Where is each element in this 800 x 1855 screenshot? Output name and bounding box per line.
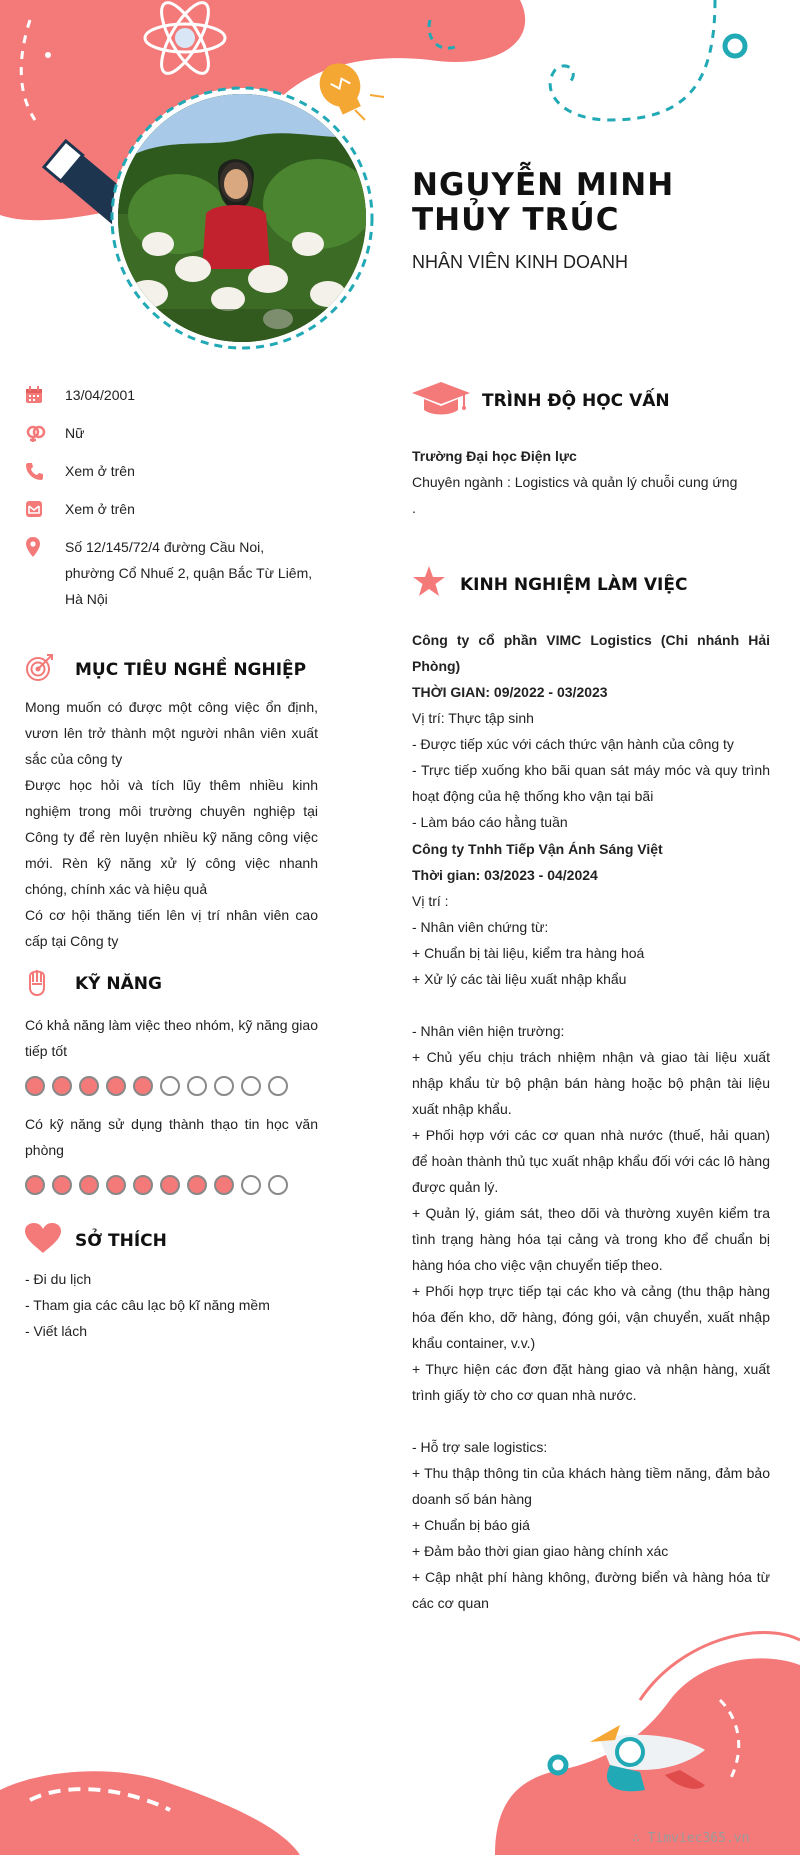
objective-line: Có cơ hội thăng tiến lên vị trí nhân viên cao cấp tại Công ty bbox=[25, 907, 318, 949]
rating-dot-filled bbox=[79, 1175, 99, 1195]
location-icon bbox=[25, 534, 65, 560]
avatar bbox=[118, 94, 366, 342]
contact-info bbox=[25, 382, 325, 624]
rating-dot-filled bbox=[187, 1175, 207, 1195]
job-line: + Xử lý các tài liệu xuất nhập khẩu bbox=[412, 971, 627, 987]
job-line: - Làm báo cáo hằng tuần bbox=[412, 814, 568, 830]
job-line: + Cập nhật phí hàng không, đường biển và hàng hóa từ các cơ quan bbox=[412, 1569, 770, 1611]
education-heading bbox=[412, 380, 670, 421]
hobby-item: - Tham gia các câu lạc bộ kĩ năng mềm bbox=[25, 1297, 270, 1313]
rating-dot-empty bbox=[241, 1175, 261, 1195]
contact-row-email bbox=[25, 496, 325, 522]
target-icon bbox=[25, 652, 75, 687]
rating-dot-empty bbox=[241, 1076, 261, 1096]
job-company: Công ty Tnhh Tiếp Vận Ánh Sáng Việt bbox=[412, 841, 663, 857]
job-line: + Quản lý, giám sát, theo dõi và thường xuyên kiểm tra tình trạng hàng hóa tại cảng và trong kho để chuẩn bị hàng hóa cho việc vận chuyển tiếp theo. bbox=[412, 1205, 770, 1273]
job-line: + Chuẩn bị báo giá bbox=[412, 1517, 530, 1533]
gender-icon bbox=[25, 420, 65, 446]
hobbies-title: SỞ THÍCH bbox=[75, 1230, 167, 1251]
rating-dot-filled bbox=[214, 1175, 234, 1195]
job-line: + Chuẩn bị tài liệu, kiểm tra hàng hoá bbox=[412, 945, 645, 961]
phone-text: Xem ở trên bbox=[65, 463, 135, 479]
education-title: TRÌNH ĐỘ HỌC VẤN bbox=[482, 390, 670, 411]
experience-title: KINH NGHIỆM LÀM VIỆC bbox=[460, 574, 688, 595]
rating-dot-empty bbox=[187, 1076, 207, 1096]
calendar-icon bbox=[25, 382, 65, 408]
rating-dot-filled bbox=[133, 1076, 153, 1096]
email-icon bbox=[25, 496, 65, 522]
job-line: + Thực hiện các đơn đặt hàng giao và nhận hàng, xuất trình giấy tờ cho cơ quan nhà nước. bbox=[412, 1361, 770, 1403]
skill-rating bbox=[25, 1076, 288, 1096]
candidate-name: NGUYỄN MINH THỦY TRÚC bbox=[412, 167, 675, 238]
skills-title: KỸ NĂNG bbox=[75, 973, 162, 994]
objective-heading bbox=[25, 652, 306, 687]
job-line: - Được tiếp xúc với cách thức vận hành của công ty bbox=[412, 736, 734, 752]
education-details bbox=[412, 443, 774, 521]
job-line bbox=[412, 1408, 770, 1434]
contact-row-birthday bbox=[25, 382, 325, 408]
job-description bbox=[412, 888, 770, 1616]
job-line: - Nhân viên hiện trường: bbox=[412, 1023, 565, 1039]
job-line: Vị trí: Thực tập sinh bbox=[412, 710, 534, 726]
rating-dot-filled bbox=[106, 1076, 126, 1096]
rating-dot-filled bbox=[133, 1175, 153, 1195]
objective-text bbox=[25, 694, 318, 954]
rating-dot-filled bbox=[79, 1076, 99, 1096]
experience-heading bbox=[412, 566, 687, 603]
hand-icon bbox=[25, 966, 75, 1001]
phone-icon bbox=[25, 458, 65, 484]
job-line: - Hỗ trợ sale logistics: bbox=[412, 1439, 548, 1455]
hobby-item: - Đi du lịch bbox=[25, 1271, 92, 1287]
objective-title: MỤC TIÊU NGHỀ NGHIỆP bbox=[75, 659, 307, 680]
job-period: Thời gian: 03/2023 - 04/2024 bbox=[412, 867, 598, 883]
birthday-text: 13/04/2001 bbox=[65, 387, 136, 403]
graduation-cap-icon bbox=[412, 380, 482, 421]
rating-dot-empty bbox=[268, 1076, 288, 1096]
job-line: + Phối hợp với các cơ quan nhà nước (thuế, hải quan) để hoàn thành thủ tục xuất nhập khẩu đối với các lô hàng được quản lý. bbox=[412, 1127, 770, 1195]
rating-dot-filled bbox=[25, 1076, 45, 1096]
job-description bbox=[412, 705, 770, 835]
job-line: + Phối hợp trực tiếp tại các kho và cảng (thu thập hàng hóa đến kho, dỡ hàng, đóng gói, vận chuyển, xuất nhập khẩu container, v.v.) bbox=[412, 1283, 770, 1351]
rating-dot-filled bbox=[52, 1175, 72, 1195]
rating-dot-filled bbox=[52, 1076, 72, 1096]
rating-dot-filled bbox=[160, 1175, 180, 1195]
skill-name: Có khả năng làm việc theo nhóm, kỹ năng giao tiếp tốt bbox=[25, 1017, 318, 1059]
objective-line: Được học hỏi và tích lũy thêm nhiều kinh nghiệm trong môi trường chuyên nghiệp tại Công ty để rèn luyện nhiều kỹ năng công việc mới. Rèn kỹ năng xử lý công việc nhanh chóng, chính xác và hiệu quả bbox=[25, 777, 318, 897]
job-entry bbox=[412, 627, 770, 835]
skills-heading bbox=[25, 966, 162, 1001]
skill-rating bbox=[25, 1175, 288, 1195]
rating-dot-empty bbox=[268, 1175, 288, 1195]
job-line: + Đảm bảo thời gian giao hàng chính xác bbox=[412, 1543, 669, 1559]
objective-line: Mong muốn có được một công việc ổn định, vươn lên trở thành một người nhân viên xuất sắc của công ty bbox=[25, 699, 318, 767]
job-period: THỜI GIAN: 09/2022 - 03/2023 bbox=[412, 684, 608, 700]
heart-icon bbox=[25, 1223, 75, 1258]
education-extra: . bbox=[412, 500, 416, 516]
rating-dot-empty bbox=[160, 1076, 180, 1096]
rating-dot-empty bbox=[214, 1076, 234, 1096]
rating-dot-filled bbox=[25, 1175, 45, 1195]
job-line: + Chủ yếu chịu trách nhiệm nhận và giao tài liệu xuất nhập khẩu từ bộ phận bán hàng hoặc bộ phận tài liệu xuất nhập khẩu. bbox=[412, 1049, 770, 1117]
job-line bbox=[412, 992, 770, 1018]
hobby-item: - Viết lách bbox=[25, 1323, 87, 1339]
email-text: Xem ở trên bbox=[65, 501, 135, 517]
contact-row-phone bbox=[25, 458, 325, 484]
job-title: NHÂN VIÊN KINH DOANH bbox=[412, 252, 629, 272]
job-entry bbox=[412, 836, 770, 1616]
contact-row-address bbox=[25, 534, 325, 612]
skill-name: Có kỹ năng sử dụng thành thạo tin học văn phòng bbox=[25, 1116, 318, 1158]
job-line: - Nhân viên chứng từ: bbox=[412, 919, 549, 935]
gender-text: Nữ bbox=[65, 425, 85, 441]
job-line: - Trực tiếp xuống kho bãi quan sát máy móc và quy trình hoạt động của hệ thống kho vận tại bãi bbox=[412, 762, 770, 804]
job-line: Vị trí : bbox=[412, 893, 449, 909]
hobbies-list bbox=[25, 1266, 318, 1344]
school-name: Trường Đại học Điện lực bbox=[412, 448, 577, 464]
watermark: ∴ Timviec365.vn bbox=[632, 1831, 750, 1846]
contact-row-gender bbox=[25, 420, 325, 446]
hobbies-heading bbox=[25, 1223, 167, 1258]
address-text: Số 12/145/72/4 đường Cầu Noi, phường Cổ Nhuế 2, quận Bắc Từ Liêm, Hà Nội bbox=[65, 539, 313, 607]
job-company: Công ty cổ phần VIMC Logistics (Chi nhánh Hải Phòng) bbox=[412, 632, 770, 674]
star-icon bbox=[412, 566, 460, 603]
rating-dot-filled bbox=[106, 1175, 126, 1195]
major-text: Chuyên ngành : Logistics và quản lý chuỗi cung ứng bbox=[412, 474, 738, 490]
job-line: + Thu thập thông tin của khách hàng tiềm năng, đảm bảo doanh số bán hàng bbox=[412, 1465, 770, 1507]
